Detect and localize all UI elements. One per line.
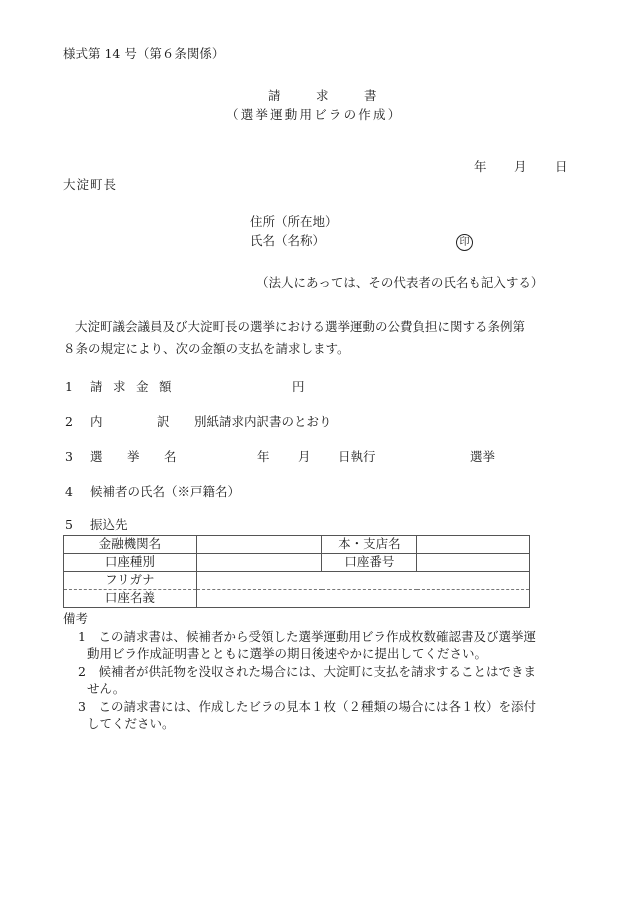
note-1-line2: 動用ビラ作成証明書とともに選挙の期日後速やかに提出してください。 bbox=[87, 646, 488, 661]
seal-icon: 印 bbox=[456, 234, 473, 251]
item-number: 2 bbox=[65, 414, 73, 429]
document-subtitle: （選挙運動用ビラの作成） bbox=[226, 107, 403, 122]
transfer-label: 振込先 bbox=[90, 517, 128, 532]
title-char: 求 bbox=[316, 88, 329, 103]
branch-field[interactable] bbox=[417, 536, 530, 554]
breakdown-value: 別紙請求内訳書のとおり bbox=[194, 414, 332, 429]
title-char: 書 bbox=[364, 88, 377, 103]
name-label: 氏名（名称） bbox=[250, 233, 326, 248]
furigana-label: フリガナ bbox=[64, 572, 197, 590]
note-2-line1: 2 候補者が供託物を没収された場合には、大淀町に支払を請求することはできま bbox=[78, 664, 536, 679]
table-row bbox=[64, 572, 530, 590]
account-number-label: 口座番号 bbox=[322, 554, 417, 572]
election-day: 日執行 bbox=[338, 449, 376, 464]
election-month: 月 bbox=[298, 449, 311, 464]
corporate-note: （法人にあっては、その代表者の氏名も記入する） bbox=[256, 275, 544, 290]
bank-name-field[interactable] bbox=[196, 536, 322, 554]
account-type-label: 口座種別 bbox=[64, 554, 197, 572]
account-type-field[interactable] bbox=[196, 554, 322, 572]
candidate-name-label: 候補者の氏名（※戸籍名） bbox=[90, 484, 241, 499]
label-char: 内 bbox=[90, 414, 103, 429]
furigana-field[interactable] bbox=[196, 572, 529, 590]
note-3-line2: してください。 bbox=[87, 716, 175, 731]
address-label: 住所（所在地） bbox=[250, 214, 338, 229]
note-3-line1: 3 この請求書には、作成したビラの見本１枚（２種類の場合には各１枚）を添付 bbox=[78, 699, 536, 714]
item-number: 3 bbox=[65, 449, 73, 464]
election-year: 年 bbox=[257, 449, 270, 464]
bank-name-label: 金融機関名 bbox=[64, 536, 197, 554]
item-number: 5 bbox=[65, 517, 73, 532]
label-char: 選 bbox=[90, 449, 103, 464]
label-char: 挙 bbox=[127, 449, 140, 464]
table-row bbox=[64, 554, 530, 572]
item-number: 4 bbox=[65, 484, 73, 499]
account-holder-label: 口座名義 bbox=[64, 590, 197, 608]
label-char: 金 bbox=[136, 379, 149, 394]
item-number: 1 bbox=[65, 379, 73, 394]
table-row bbox=[64, 536, 530, 554]
form-number: 様式第 14 号（第６条関係） bbox=[63, 46, 225, 61]
bank-account-table bbox=[63, 535, 530, 608]
branch-label: 本・支店名 bbox=[322, 536, 417, 554]
amount-unit: 円 bbox=[292, 379, 305, 394]
date-day: 日 bbox=[555, 159, 568, 174]
table-row bbox=[64, 590, 530, 608]
account-number-field[interactable] bbox=[417, 554, 530, 572]
label-char: 訳 bbox=[157, 414, 170, 429]
label-char: 請 bbox=[90, 379, 103, 394]
account-holder-field[interactable] bbox=[196, 590, 529, 608]
title-char: 請 bbox=[268, 88, 281, 103]
note-1-line1: 1 この請求書は、候補者から受領した選挙運動用ビラ作成枚数確認書及び選挙運 bbox=[78, 629, 536, 644]
election-suffix: 選挙 bbox=[470, 449, 496, 464]
seal-mark bbox=[456, 234, 473, 251]
note-2-line2: せん。 bbox=[87, 681, 126, 696]
addressee: 大淀町長 bbox=[63, 177, 118, 192]
label-char: 名 bbox=[164, 449, 177, 464]
body-text-line2: ８条の規定により、次の金額の支払を請求します。 bbox=[63, 341, 350, 356]
date-month: 月 bbox=[514, 159, 527, 174]
notes-heading: 備考 bbox=[63, 611, 89, 626]
label-char: 求 bbox=[113, 379, 126, 394]
body-text-line1: 大淀町議会議員及び大淀町長の選挙における選挙運動の公費負担に関する条例第 bbox=[75, 319, 526, 334]
label-char: 額 bbox=[159, 379, 172, 394]
date-year: 年 bbox=[474, 159, 487, 174]
